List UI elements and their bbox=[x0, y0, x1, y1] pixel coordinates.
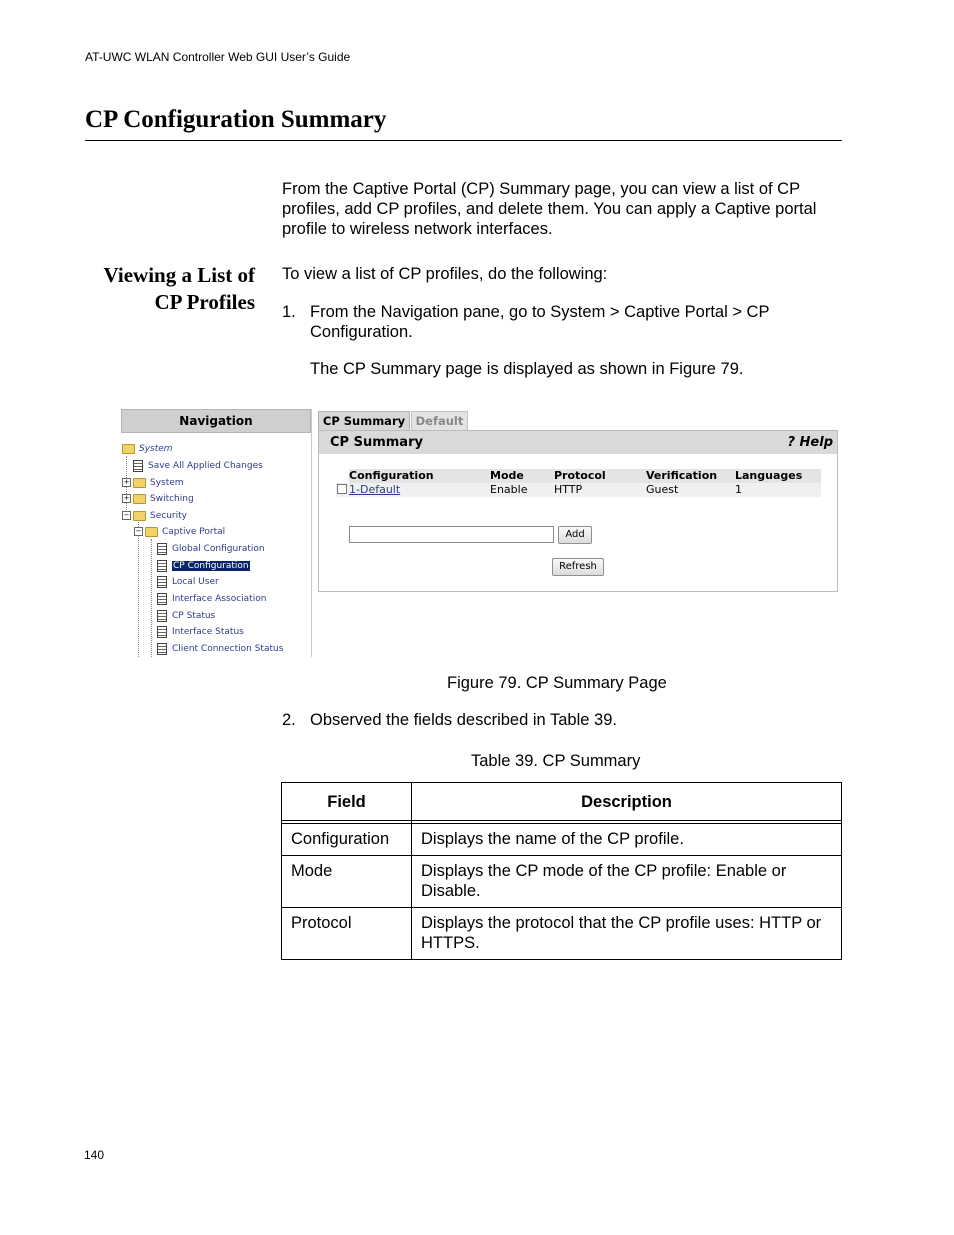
tree-item-switching[interactable] bbox=[122, 492, 194, 506]
navigation-pane bbox=[121, 409, 312, 657]
column-header: Configuration bbox=[349, 469, 434, 482]
figure-caption: Figure 79. CP Summary Page bbox=[447, 674, 667, 692]
tree-item-security[interactable] bbox=[122, 509, 187, 523]
tree-item-label: System bbox=[139, 444, 173, 454]
tree-item-label: Interface Status bbox=[172, 627, 244, 637]
expand-icon[interactable]: + bbox=[123, 478, 130, 486]
page-icon bbox=[157, 543, 167, 555]
panel-header bbox=[319, 431, 837, 454]
page-icon bbox=[157, 626, 167, 638]
mode-cell: Enable bbox=[490, 483, 528, 496]
collapse-icon[interactable]: − bbox=[123, 511, 130, 519]
field-cell: Protocol bbox=[282, 908, 412, 960]
tree-item-system[interactable] bbox=[122, 476, 184, 490]
subsection-heading-line1: Viewing a List of bbox=[103, 263, 255, 287]
tree-item-local-user[interactable] bbox=[157, 575, 219, 589]
tab-cp-summary[interactable]: CP Summary bbox=[318, 411, 410, 430]
navigation-title: Navigation bbox=[121, 409, 311, 433]
step-note: The CP Summary page is displayed as shown in Figure 79. bbox=[310, 360, 744, 378]
row-checkbox[interactable] bbox=[337, 484, 347, 494]
tree-item-label: Switching bbox=[150, 494, 194, 504]
tree-item-system-root[interactable] bbox=[122, 442, 173, 456]
table-row bbox=[282, 908, 842, 960]
page-icon bbox=[157, 576, 167, 588]
tree-item-captive-portal[interactable] bbox=[134, 525, 225, 539]
expand-icon[interactable]: + bbox=[123, 494, 130, 502]
intro-paragraph: From the Captive Portal (CP) Summary page, you can view a list of CP profiles, add CP profiles, and delete them. You can apply a Captive portal profile to wireless network interfaces. bbox=[282, 180, 817, 238]
description-table bbox=[281, 782, 842, 960]
page-number: 140 bbox=[84, 1148, 105, 1162]
panel-title: CP Summary bbox=[330, 435, 423, 450]
subsection-heading-line2: CP Profiles bbox=[154, 290, 255, 314]
column-header: Verification bbox=[646, 469, 718, 482]
table-row bbox=[336, 483, 821, 497]
field-cell: Mode bbox=[282, 856, 412, 908]
tree-item-label: Global Configuration bbox=[172, 544, 265, 554]
cp-summary-panel bbox=[318, 430, 838, 592]
step-text: Observed the fields described in Table 39. bbox=[310, 711, 617, 729]
tree-item-interface-status[interactable] bbox=[157, 625, 244, 639]
profile-link[interactable]: 1-Default bbox=[349, 483, 401, 496]
tree-item-label: CP Status bbox=[172, 611, 216, 621]
folder-icon bbox=[133, 511, 146, 521]
page-icon bbox=[157, 593, 167, 605]
column-header-field: Field bbox=[282, 783, 412, 821]
description-cell: Displays the protocol that the CP profile uses: HTTP or HTTPS. bbox=[412, 908, 842, 960]
tree-item-cp-status[interactable] bbox=[157, 609, 215, 623]
description-cell: Displays the name of the CP profile. bbox=[412, 824, 842, 856]
tree-item-label: System bbox=[150, 478, 184, 488]
tree-item-label: Local User bbox=[172, 577, 219, 587]
page-icon bbox=[157, 643, 167, 655]
tree-item-global-configuration[interactable] bbox=[157, 542, 265, 556]
tree-item-label-selected: CP Configuration bbox=[173, 561, 249, 571]
folder-icon bbox=[133, 494, 146, 504]
verification-cell: Guest bbox=[646, 483, 679, 496]
column-header: Mode bbox=[490, 469, 524, 482]
tree-item-cp-configuration[interactable] bbox=[157, 559, 250, 573]
step-text: From the Navigation pane, go to System > Captive Portal > CP Configuration. bbox=[310, 303, 770, 341]
section-title: CP Configuration Summary bbox=[85, 106, 387, 133]
tree-item-label: Interface Association bbox=[172, 594, 267, 604]
tree-guide-line bbox=[151, 539, 152, 657]
folder-icon bbox=[133, 478, 146, 488]
tree-item-label: Captive Portal bbox=[162, 527, 226, 537]
collapse-icon[interactable]: − bbox=[135, 527, 142, 535]
field-cell: Configuration bbox=[282, 824, 412, 856]
refresh-button[interactable]: Refresh bbox=[552, 558, 604, 576]
tree-item-label: Save All Applied Changes bbox=[148, 461, 263, 471]
running-header: AT-UWC WLAN Controller Web GUI User’s Guide bbox=[85, 50, 351, 64]
column-header: Languages bbox=[735, 469, 803, 482]
subsection-heading bbox=[85, 262, 255, 316]
protocol-cell: HTTP bbox=[554, 483, 583, 496]
lead-paragraph: To view a list of CP profiles, do the following: bbox=[282, 265, 608, 283]
title-rule bbox=[85, 140, 842, 141]
help-link[interactable]: ? Help bbox=[787, 435, 833, 450]
grid-header bbox=[349, 469, 821, 483]
languages-cell: 1 bbox=[735, 483, 742, 496]
table-row bbox=[282, 824, 842, 856]
folder-icon bbox=[122, 444, 135, 454]
table-header-row bbox=[282, 783, 842, 821]
tree-guide-line bbox=[138, 522, 139, 657]
new-profile-input[interactable] bbox=[349, 526, 554, 543]
page-icon bbox=[157, 610, 167, 622]
tree-item-save-all[interactable] bbox=[133, 459, 263, 473]
page-icon bbox=[157, 560, 167, 572]
table-row bbox=[282, 856, 842, 908]
step-number: 1. bbox=[282, 303, 296, 321]
tree-item-interface-association[interactable] bbox=[157, 592, 266, 606]
tree-item-label: Client Connection Status bbox=[172, 644, 284, 654]
page-icon bbox=[133, 460, 143, 472]
add-button[interactable]: Add bbox=[558, 526, 592, 544]
column-header-description: Description bbox=[412, 783, 842, 821]
step-number: 2. bbox=[282, 711, 296, 729]
tree-item-label: Security bbox=[150, 511, 187, 521]
description-cell: Displays the CP mode of the CP profile: Enable or Disable. bbox=[412, 856, 842, 908]
tab-default[interactable]: Default bbox=[411, 411, 468, 430]
table-caption: Table 39. CP Summary bbox=[471, 752, 641, 770]
column-header: Protocol bbox=[554, 469, 606, 482]
folder-icon bbox=[145, 527, 158, 537]
tree-item-client-connection-status[interactable] bbox=[157, 642, 283, 656]
